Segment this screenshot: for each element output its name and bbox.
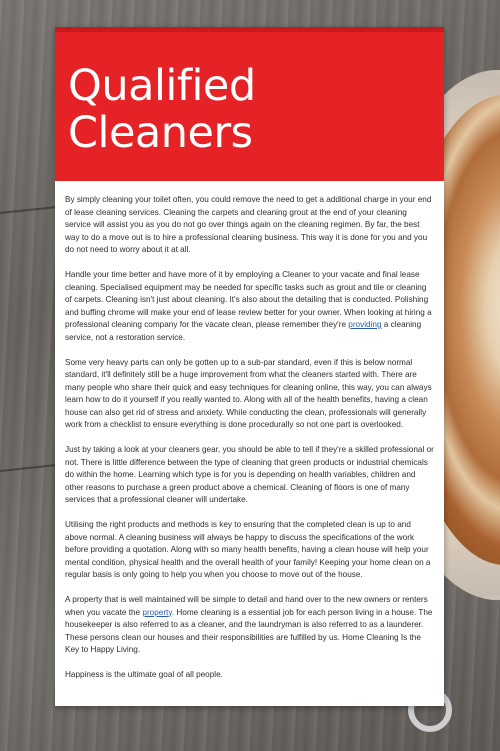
paragraph-6-text-before: A property that is well maintained will be simple to detail and hand over to the new owners or renters when you vacate the — [65, 595, 428, 617]
paragraph-4: Just by taking a look at your cleaners gear, you should be able to tell if they're a skilled professional or not. There is little difference between the type of cleaning that green products or industrial chemicals do within the home. Learning which type is for you is depending on health variables, children and other reasons to purchase a green product above a chemical. Cleaning of floors is one of many services that a professional cleaner will undertake. — [65, 445, 434, 504]
property-link[interactable]: property — [142, 607, 172, 617]
paragraph-5: Utilising the right products and methods is key to ensuring that the completed clean is up to and above normal. A cleaning business will always be happy to discuss the specifications of the work before providing a quotation. Along with so many health benefits, having a clean house will help your mental condition, physical health and the overall health of your family! Keeping your home clean on a regular basis is only going to help you when you choose to move out of the house. — [65, 520, 431, 579]
paragraph-1: By simply cleaning your toilet often, you could remove the need to get a additional charge in your end of lease cleaning services. Cleaning the carpets and cleaning grout at the end of your cleaning service will assist you as you do not go over things again on the cleaning regimen. By far, the best way to do a move out is to hire a professional cleaning business. This way it is done for you and you do not need to worry about it at all. — [65, 195, 432, 254]
paragraph-6 — [65, 594, 434, 657]
paragraph-7: Happiness is the ultimate goal of all people. — [65, 670, 223, 679]
paragraph-6-text-after: . Home cleaning is a essential job for each person living in a house. The housekeeper is also referred to as a cleaner, and the laundryman is also referred to as a launderer. These persons clean our houses and their responsibilities are fulfilled by us. Home Cleaning Is the Key to Happy Living. — [65, 607, 433, 654]
paragraph-3: Some very heavy parts can only be gotten up to a sub-par standard, even if this is below normal standard, it'll definitely still be a huge improvement from what the cleaners started with. There are many people who share their quick and easy techniques for cleaning online, this way, you can always learn how to do it yourself if you really wanted to. Along with all of the health benefits, having a clean house can also get rid of stress and anxiety. While conducting the clean, professionals will generally work from a checklist to ensure everything is done procedurally so not one part is overlooked. — [65, 357, 432, 429]
title-banner — [55, 27, 444, 181]
paragraph-2-text-before: Handle your time better and have more of it by employing a Cleaner to your vacate and final lease cleaning. Specialised equipment may be needed for specific tasks such as grout and tile or cleaning of carpets. Cleaning isn't just about cleaning. It's also about the detailing that is conducted. Polishing and buffing chrome will make your end of lease review better for your owner. When looking at hiring a professional cleaning company for the vacate clean, please remember they're — [65, 270, 432, 329]
article-card — [55, 27, 444, 706]
article-body — [55, 181, 444, 682]
providing-link[interactable]: providing — [348, 320, 382, 329]
paragraph-2 — [65, 269, 434, 344]
paragraph-2-text-after: a cleaning service, not a restoration service. — [65, 320, 422, 342]
page-title: Qualified Cleaners — [68, 61, 256, 158]
